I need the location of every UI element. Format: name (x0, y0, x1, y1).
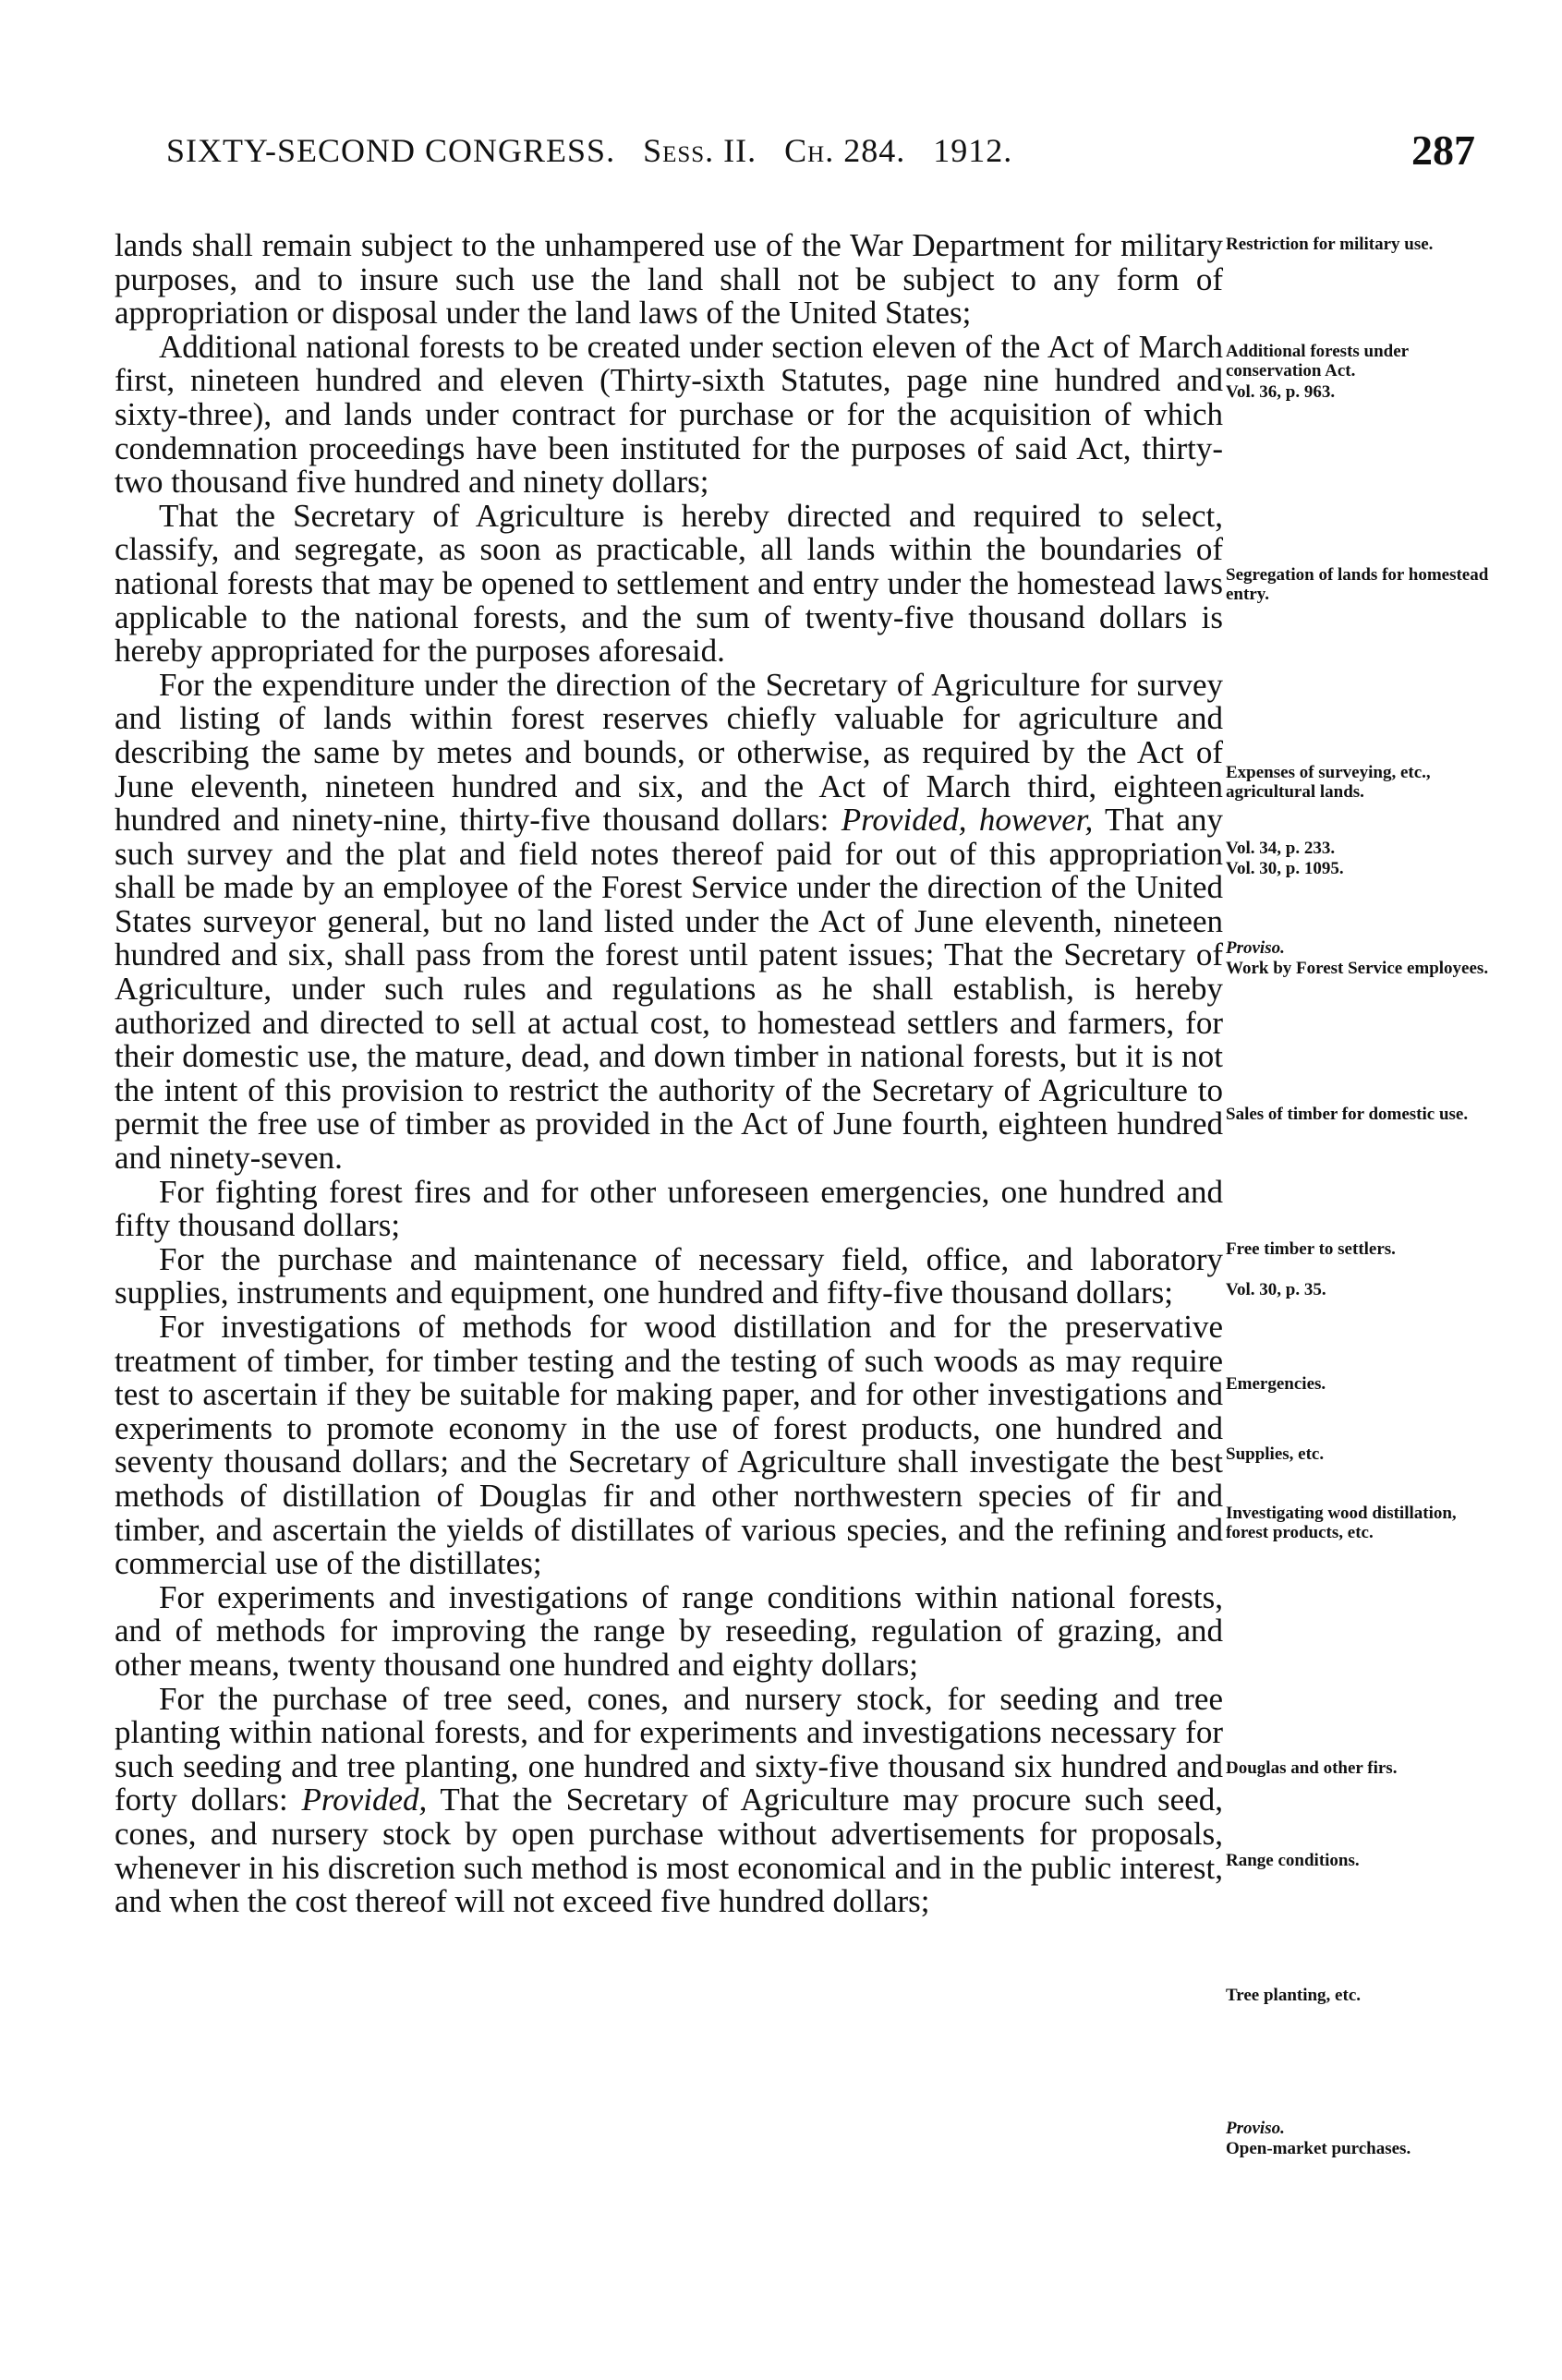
margin-note-surveying-vol-30: Vol. 30, p. 1095. (1226, 859, 1344, 878)
margin-note-supplies: Supplies, etc. (1226, 1444, 1325, 1464)
proviso-text-2: That the Secretary of Agriculture may procure such seed, cones, and nursery stock by open purchase without advertisements for proposals, whenever in his discretion such method is most economical and in the public interest, and when the cost thereof will not exceed five hundred dollars; (115, 1782, 1223, 1920)
margin-note-tree: Tree planting, etc. (1226, 1986, 1361, 2005)
paragraph-segregation: That the Secretary of Agriculture is hereby directed and required to select, classify, and segregate, as soon as practicable, all lands within the boundaries of national forests that may be opened to settlement and entry under the homestead laws applicable to the national forests, and the sum of twenty-five thousand dollars is hereby appropriated for the purposes aforesaid. (115, 497, 1223, 670)
margin-note-segregation: Segregation of lands for homestead entry. (1226, 565, 1489, 604)
congress-label: SIXTY-SECOND CONGRESS. (166, 132, 616, 169)
paragraph-range-conditions: For experiments and investigations of range conditions within national forests, and of methods for improving the range by reseeding, regulation of grazing, and other means, twenty thousand one hundred and eighty dollars; (115, 1578, 1223, 1683)
running-header (159, 127, 1475, 187)
margin-note-free-timber: Free timber to settlers. (1226, 1239, 1396, 1259)
year: 1912. (933, 132, 1013, 169)
session-label: Sess. (643, 132, 715, 169)
margin-note-range: Range conditions. (1226, 1851, 1360, 1870)
paragraph-emergencies: For fighting forest fires and for other unforeseen emergencies, one hundred and fifty thousand dollars; (115, 1173, 1223, 1244)
chapter-number: 284. (843, 132, 906, 169)
proviso-text: That any such survey and the plat and field notes thereof paid for out of this appropriation shall be made by an employee of the Forest Service under the direction of the United States surveyor general, but no land listed under the Act of June eleventh, nineteen hundred and six, shall pass from the forest until patent issues; That the Secretary of Agriculture, under such rules and regulations as he shall establish, is hereby authorized and directed to sell at actual cost, to homestead settlers and farmers, for their domestic use, the mature, dead, and down timber in national forests, but it is not the intent of this provision to restrict the authority of the Secretary of Agriculture to permit the free use of timber as provided in the Act of June fourth, eighteen hundred and ninety-seven. (115, 802, 1224, 1177)
paragraph-wood-distillation: For investigations of methods for wood distillation and for the preservative treatment of timber, for timber testing and the testing of such woods as may require test to ascertain if they be suitable for making paper, and for other investigations and experiments to promote economy in the use of forest products, one hundred and seventy thousand dollars; and the Secretary of Agriculture shall investigate the best methods of distillation of Douglas fir and other northwestern species of fir and timber, and ascertain the yields of distillates of various species, and the refining and commercial use of the distillates; (115, 1309, 1223, 1582)
margin-note-work: Work by Forest Service employees. (1226, 959, 1489, 978)
page-number: 287 (1411, 127, 1475, 174)
margin-note-surveying-vol-34: Vol. 34, p. 233. (1226, 839, 1336, 858)
proviso-label-2: Provided, (301, 1782, 428, 1818)
tree-planting-text: For the purchase of tree seed, cones, and nursery stock, for seeding and tree planting within national forests, and for experiments and investigations necessary for such seeding and tree planting, one hundred and sixty-five thousand six hundred and forty dollars: (115, 1680, 1223, 1818)
paragraph-tree-planting (115, 1680, 1223, 1920)
proviso-label: Provided, however, (841, 802, 1094, 839)
proviso-italic-2: Proviso. (1226, 2119, 1285, 2138)
proviso-italic: Proviso. (1226, 938, 1285, 958)
margin-note-sales: Sales of timber for domestic use. (1226, 1105, 1469, 1124)
margin-note-forests-vol: Vol. 36, p. 963. (1226, 382, 1336, 402)
paragraph-military-lands: lands shall remain subject to the unhampered use of the War Department for military purposes, and to insure such use the land shall not be subject to any form of appropriation or disposal under the land laws of the United States; (115, 227, 1223, 332)
paragraph-additional-forests: Additional national forests to be created under section eleven of the Act of March first, nineteen hundred and eleven (Thirty-sixth Statutes, page nine hundred and sixty-three), and lands under contract for purchase or for the acquisition of which condemnation proceedings have been instituted for the purposes of said Act, thirty-two thousand five hundred and ninety dollars; (115, 328, 1223, 501)
running-head-text (166, 131, 1012, 170)
margin-note-emergencies: Emergencies. (1226, 1374, 1326, 1394)
statute-text (115, 229, 1223, 2316)
margin-note-free-timber-vol: Vol. 30, p. 35. (1226, 1280, 1326, 1299)
margin-note-surveying: Expenses of surveying, etc., agricultural lands. (1226, 763, 1431, 802)
margin-note-forests: Additional forests under conservation Act. (1226, 342, 1409, 381)
margin-note-wood: Investigating wood distillation, forest products, etc. (1226, 1504, 1457, 1542)
paragraph-supplies: For the purchase and maintenance of necessary field, office, and laboratory supplies, instruments and equipment, one hundred and fifty-five thousand dollars; (115, 1240, 1223, 1311)
margin-note-military: Restriction for military use. (1226, 235, 1434, 254)
surveying-text: For the expenditure under the direction of the Secretary of Agriculture for survey and listing of lands within forest reserves chiefly valuable for agriculture and describing the same by metes and bounds, or otherwise, as required by the Act of June eleventh, nineteen hundred and six, and the Act of March third, eighteen hundred and ninety-nine, thirty-five thousand dollars: (115, 666, 1223, 839)
chapter-label: Ch. (784, 132, 835, 169)
margin-note-proviso (1226, 938, 1489, 958)
paragraph-surveying (115, 666, 1224, 1177)
session-number: II. (723, 132, 757, 169)
margin-note-open-market: Open-market purchases. (1226, 2139, 1411, 2158)
margin-note-douglas: Douglas and other firs. (1226, 1758, 1398, 1778)
margin-note-proviso-2 (1226, 2119, 1489, 2138)
